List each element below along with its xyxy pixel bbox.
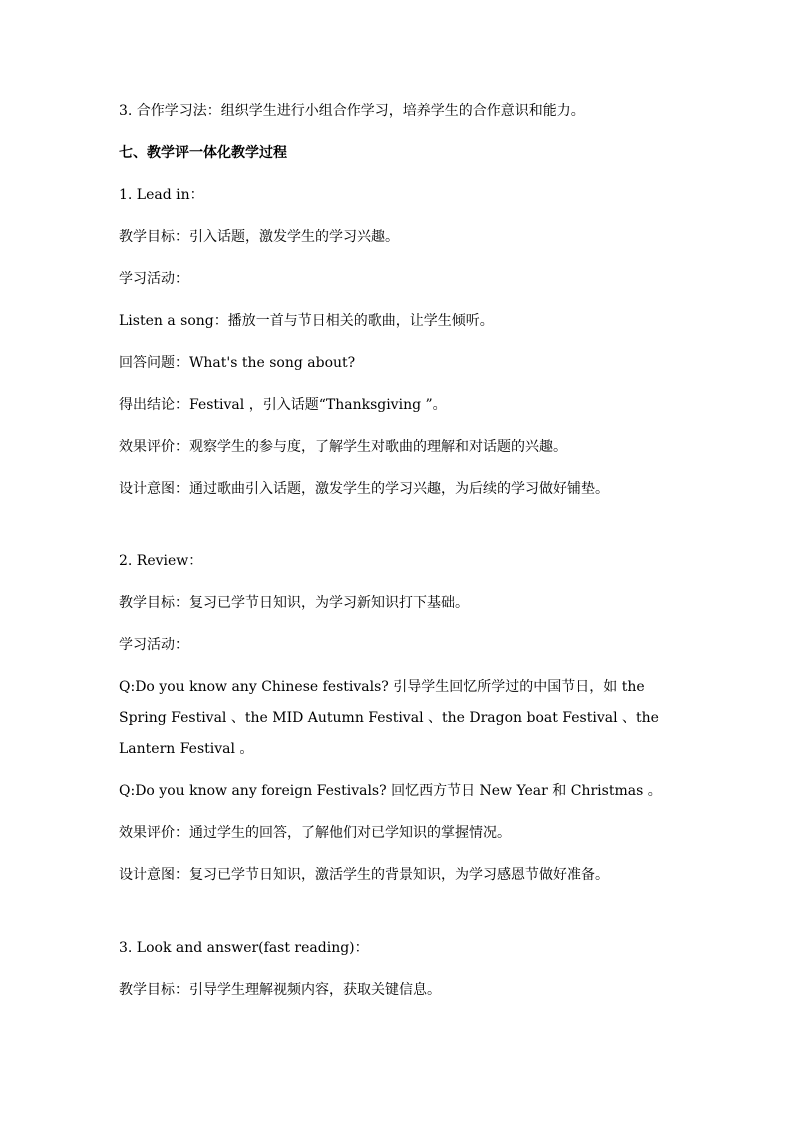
step-heading-look-and-answer: 3. Look and answer(fast reading)： xyxy=(119,940,369,956)
review-chinese-festivals: Q:Do you know any Chinese festivals? 引导学生回忆所学过的中国节日，如 the Spring Festival 、the MID Autumn Festival 、the Dragon boat Festival 、the Lantern Festival 。 xyxy=(119,679,659,757)
lead-in-question: 回答问题：What's the song about? xyxy=(119,355,356,371)
lead-in-goal: 教学目标：引入话题，激发学生的学习兴趣。 xyxy=(119,229,399,245)
review-foreign-festivals: Q:Do you know any foreign Festivals? 回忆西方节日 New Year 和 Christmas 。 xyxy=(119,783,662,799)
section-heading-teaching-process: 七、教学评一体化教学过程 xyxy=(119,145,287,161)
step-heading-review: 2. Review： xyxy=(119,553,203,569)
paragraph-cooperative-learning: 3. 合作学习法：组织学生进行小组合作学习，培养学生的合作意识和能力。 xyxy=(119,103,585,119)
step-heading-lead-in: 1. Lead in： xyxy=(119,187,204,203)
lead-in-evaluation: 效果评价：观察学生的参与度，了解学生对歌曲的理解和对话题的兴趣。 xyxy=(119,439,567,455)
lead-in-activity-label: 学习活动： xyxy=(119,271,189,287)
lead-in-listen-song: Listen a song：播放一首与节日相关的歌曲，让学生倾听。 xyxy=(119,313,494,329)
review-design-intent: 设计意图：复习已学节日知识，激活学生的背景知识，为学习感恩节做好准备。 xyxy=(119,867,609,883)
review-activity-label: 学习活动： xyxy=(119,637,189,653)
look-and-answer-goal: 教学目标：引导学生理解视频内容，获取关键信息。 xyxy=(119,982,441,998)
lead-in-design-intent: 设计意图：通过歌曲引入话题，激发学生的学习兴趣，为后续的学习做好铺垫。 xyxy=(119,481,609,497)
review-goal: 教学目标：复习已学节日知识，为学习新知识打下基础。 xyxy=(119,595,469,611)
lead-in-conclusion: 得出结论：Festival ，引入话题“Thanksgiving ”。 xyxy=(119,397,447,413)
review-evaluation: 效果评价：通过学生的回答，了解他们对已学知识的掌握情况。 xyxy=(119,825,511,841)
